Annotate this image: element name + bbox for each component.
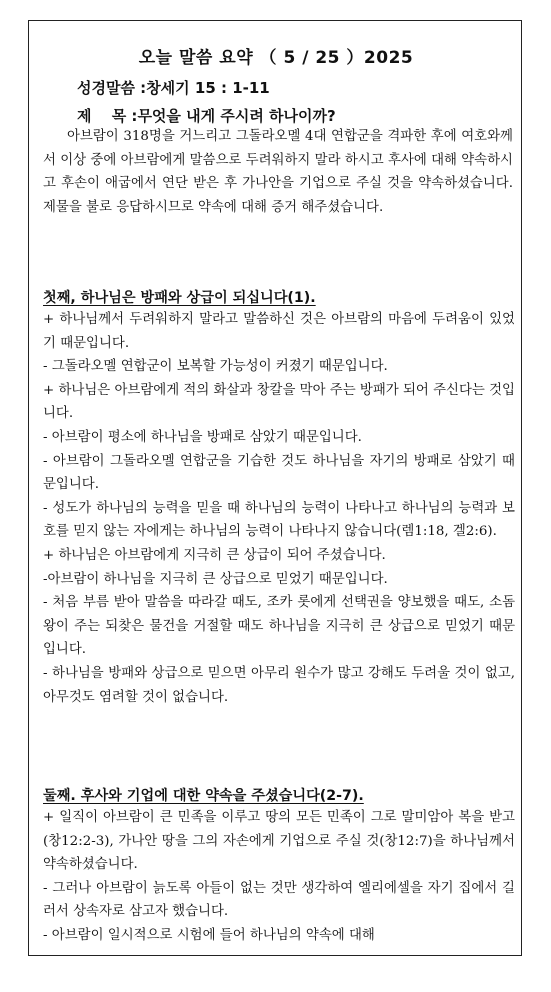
list-item: - 아브람이 평소에 하나님을 방패로 삼았기 때문입니다. (43, 429, 362, 445)
topic-label: 제 목 : (77, 107, 138, 125)
topic-line (77, 105, 336, 126)
page-title: 오늘 말씀 요약 （ 5 / 25 ）2025 (138, 48, 414, 68)
list-item: + 하나님은 아브람에게 지극히 큰 상급이 되어 주셨습니다. (43, 547, 386, 563)
intro-paragraph: 아브람이 318명을 거느리고 그돌라오멜 4대 연합군을 격파한 후에 여호와께서 이상 중에 아브람에게 말씀으로 두려워하지 말라 하시고 후사에 대해 약속하시고 후손이 애굽에서 연단 받은 후 가나안을 기업으로 주실 것을 약속하셨습니다. 제물을 불로 응답하시므로 약속에 대해 증거 해주셨습니다. (43, 129, 513, 215)
scripture-line (77, 77, 270, 98)
list-item: - 성도가 하나님의 능력을 믿을 때 하나님의 능력이 나타나고 하나님의 능력과 보호를 믿지 않는 자에게는 하나님의 능력이 나타나지 않습니다(렘1:18, 겔2:6). (43, 500, 515, 540)
list-item: + 일직이 아브람이 큰 민족을 이루고 땅의 모든 민족이 그로 말미암아 복을 받고(창12:2-3), 가나안 땅을 그의 자손에게 기업으로 주실 것(창12:7)을 하나님께서 약속하셨습니다. (43, 810, 515, 873)
topic-value: 무엇을 내게 주시려 하나이까? (137, 107, 336, 125)
section-1-title: 첫째, 하나님은 방패와 상급이 되십니다(1). (43, 290, 316, 306)
section-2-title: 둘째. 후사와 기업에 대한 약속을 주셨습니다(2-7). (43, 788, 364, 804)
list-item: - 아브람이 일시적으로 시험에 들어 하나님의 약속에 대해 (43, 927, 375, 943)
section-1-list (43, 308, 515, 709)
list-item: - 그러나 아브람이 늙도록 아들이 없는 것만 생각하여 엘리에셀을 자기 집에서 길러서 상속자로 삼고자 했습니다. (43, 880, 515, 920)
list-item: - 아브람이 그돌라오멜 연합군을 기습한 것도 하나님을 자기의 방패로 삼았기 때문입니다. (43, 453, 515, 493)
list-item: -아브람이 하나님을 지극히 큰 상급으로 믿었기 때문입니다. (43, 571, 388, 587)
list-item: - 처음 부름 받아 말씀을 따라갈 때도, 조카 롯에게 선택권을 양보했을 때도, 소돔왕이 주는 되찾은 물건을 거절할 때도 하나님을 지극히 큰 상급으로 믿었기 때문입니다. (43, 595, 515, 658)
scripture-label: 성경말씀 : (77, 79, 147, 97)
list-item: + 하나님께서 두려워하지 말라고 말씀하신 것은 아브람의 마음에 두려움이 있었기 때문입니다. (43, 312, 515, 351)
document-frame (28, 20, 522, 956)
scripture-value: 창세기 15 : 1-11 (146, 79, 270, 97)
list-item: - 하나님을 방패와 상급으로 믿으면 아무리 원수가 많고 강해도 두려울 것이 없고, 아무것도 염려할 것이 없습니다. (43, 665, 515, 705)
list-item: + 하나님은 아브람에게 적의 화살과 창칼을 막아 주는 방패가 되어 주신다는 것입니다. (43, 382, 515, 422)
list-item: - 그돌라오멜 연합군이 보복할 가능성이 커졌기 때문입니다. (43, 359, 388, 375)
section-2-list (43, 806, 515, 948)
